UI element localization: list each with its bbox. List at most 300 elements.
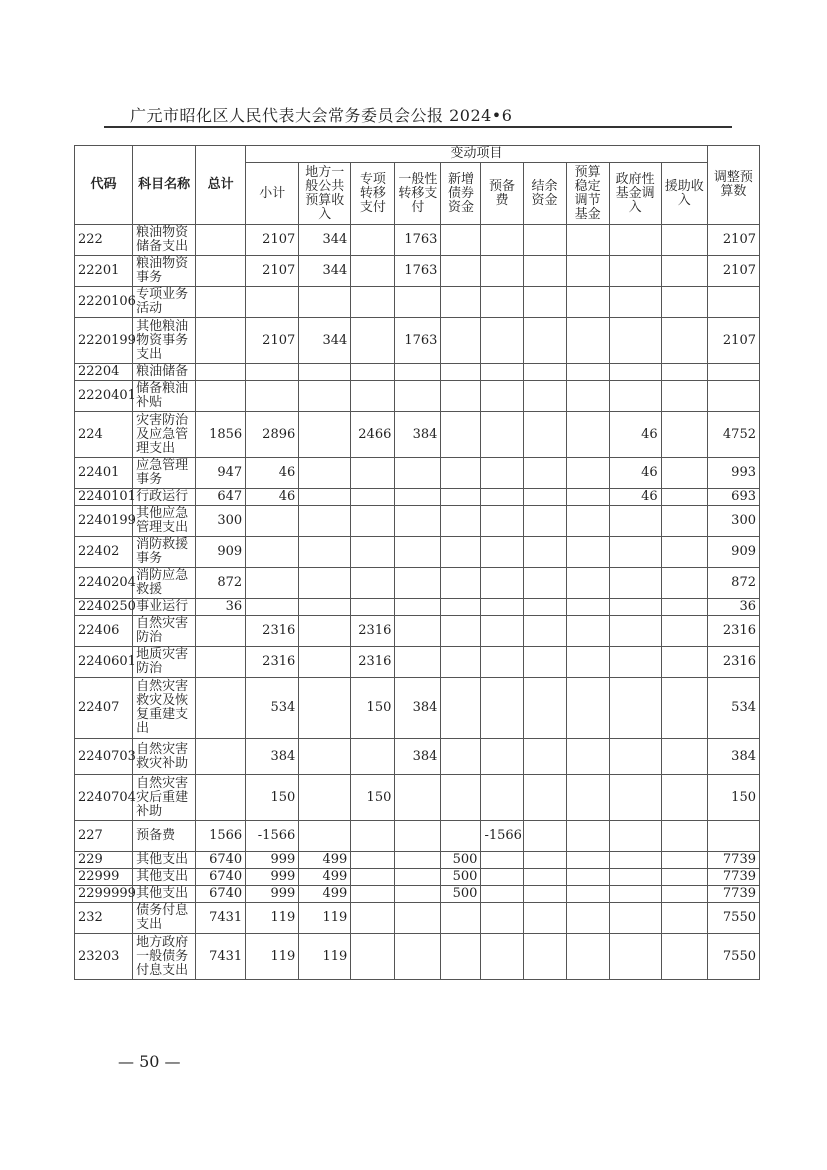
- cell-adjusted: 993: [707, 458, 759, 489]
- cell-change-value: 46: [609, 458, 661, 489]
- cell-change-value: [299, 678, 351, 739]
- cell-change-value: [441, 647, 481, 678]
- cell-adjusted: 909: [707, 537, 759, 568]
- cell-total: [196, 318, 246, 364]
- cell-change-value: [395, 821, 441, 852]
- cell-adjusted: [707, 364, 759, 381]
- cell-change-value: [481, 739, 523, 775]
- cell-change-value: [609, 934, 661, 980]
- table-row: [75, 599, 760, 616]
- cell-change-value: [609, 537, 661, 568]
- cell-name: 自然灾害防治: [133, 616, 196, 647]
- cell-change-value: 384: [395, 739, 441, 775]
- table-row: [75, 506, 760, 537]
- cell-change-value: [441, 739, 481, 775]
- cell-total: 36: [196, 599, 246, 616]
- cell-change-value: [441, 903, 481, 934]
- cell-change-value: [299, 537, 351, 568]
- cell-total: [196, 739, 246, 775]
- header-subtotal: 小计: [246, 163, 299, 225]
- table-row: [75, 287, 760, 318]
- cell-change-value: [609, 886, 661, 903]
- cell-change-value: [609, 364, 661, 381]
- table-row: [75, 934, 760, 980]
- cell-subtotal: [246, 599, 299, 616]
- cell-name: 事业运行: [133, 599, 196, 616]
- page-header-title: 广元市昭化区人民代表大会常务委员会公报 2024•6: [130, 106, 513, 125]
- cell-change-value: [441, 821, 481, 852]
- cell-change-value: -1566: [481, 821, 523, 852]
- cell-code: 227: [75, 821, 133, 852]
- cell-total: 300: [196, 506, 246, 537]
- cell-change-value: [351, 852, 395, 869]
- cell-change-value: [351, 903, 395, 934]
- cell-change-value: [661, 647, 707, 678]
- cell-code: 229: [75, 852, 133, 869]
- cell-change-value: [661, 852, 707, 869]
- cell-change-value: [523, 225, 566, 256]
- cell-change-value: [661, 821, 707, 852]
- cell-change-value: [661, 381, 707, 412]
- cell-change-value: [609, 225, 661, 256]
- cell-change-value: 344: [299, 318, 351, 364]
- cell-change-value: 384: [395, 412, 441, 458]
- cell-name: 预备费: [133, 821, 196, 852]
- cell-change-value: [609, 568, 661, 599]
- cell-change-value: [299, 506, 351, 537]
- cell-subtotal: [246, 381, 299, 412]
- cell-change-value: [481, 225, 523, 256]
- cell-total: [196, 364, 246, 381]
- cell-change-value: [661, 506, 707, 537]
- cell-change-value: [609, 287, 661, 318]
- table-row: [75, 458, 760, 489]
- cell-change-value: [566, 537, 609, 568]
- header-reserve: 预备费: [481, 163, 523, 225]
- cell-change-value: [395, 381, 441, 412]
- cell-code: 22402: [75, 537, 133, 568]
- cell-adjusted: [707, 821, 759, 852]
- cell-subtotal: 150: [246, 775, 299, 821]
- cell-change-value: [609, 739, 661, 775]
- cell-code: 22406: [75, 616, 133, 647]
- cell-change-value: [395, 886, 441, 903]
- cell-change-value: 2466: [351, 412, 395, 458]
- cell-code: 22201: [75, 256, 133, 287]
- cell-change-value: [351, 458, 395, 489]
- cell-change-value: [441, 287, 481, 318]
- cell-change-value: [299, 458, 351, 489]
- table-row: [75, 886, 760, 903]
- cell-total: 6740: [196, 869, 246, 886]
- cell-change-value: [566, 903, 609, 934]
- cell-change-value: [351, 599, 395, 616]
- cell-subtotal: [246, 568, 299, 599]
- cell-change-value: [609, 616, 661, 647]
- header-stabilization-fund: 预算稳定调节基金: [566, 163, 609, 225]
- cell-subtotal: 46: [246, 458, 299, 489]
- cell-change-value: [523, 364, 566, 381]
- cell-name: 其他支出: [133, 852, 196, 869]
- cell-change-value: [481, 775, 523, 821]
- cell-change-value: 344: [299, 225, 351, 256]
- cell-total: [196, 381, 246, 412]
- cell-name: 自然灾害灾后重建补助: [133, 775, 196, 821]
- table-row: [75, 775, 760, 821]
- cell-change-value: [661, 287, 707, 318]
- cell-total: 872: [196, 568, 246, 599]
- cell-change-value: [481, 869, 523, 886]
- cell-adjusted: 300: [707, 506, 759, 537]
- cell-change-value: [523, 934, 566, 980]
- cell-change-value: [351, 256, 395, 287]
- cell-change-value: [481, 934, 523, 980]
- cell-name: 应急管理事务: [133, 458, 196, 489]
- cell-change-value: [395, 458, 441, 489]
- cell-total: [196, 616, 246, 647]
- cell-change-value: 46: [609, 412, 661, 458]
- cell-change-value: [351, 489, 395, 506]
- cell-code: 2240704: [75, 775, 133, 821]
- cell-code: 2240101: [75, 489, 133, 506]
- cell-change-value: [395, 489, 441, 506]
- cell-change-value: [441, 599, 481, 616]
- cell-total: 7431: [196, 934, 246, 980]
- table-row: [75, 381, 760, 412]
- cell-change-value: [661, 934, 707, 980]
- cell-change-value: [566, 381, 609, 412]
- cell-change-value: [299, 489, 351, 506]
- cell-total: [196, 256, 246, 287]
- cell-change-value: [351, 821, 395, 852]
- header-rule: [104, 126, 732, 128]
- cell-name: 粮油物资储备支出: [133, 225, 196, 256]
- cell-change-value: [523, 886, 566, 903]
- cell-change-value: 2316: [351, 647, 395, 678]
- cell-change-value: [351, 886, 395, 903]
- cell-code: 2240601: [75, 647, 133, 678]
- cell-change-value: [566, 364, 609, 381]
- cell-change-value: 46: [609, 489, 661, 506]
- cell-change-value: [441, 934, 481, 980]
- table-row: [75, 318, 760, 364]
- header-adjusted: 调整预算数: [707, 146, 759, 225]
- cell-subtotal: 2107: [246, 318, 299, 364]
- cell-change-value: [351, 739, 395, 775]
- cell-code: 224: [75, 412, 133, 458]
- cell-change-value: [395, 903, 441, 934]
- cell-change-value: [609, 852, 661, 869]
- cell-total: 6740: [196, 852, 246, 869]
- cell-change-value: [566, 869, 609, 886]
- cell-change-value: [481, 537, 523, 568]
- cell-change-value: 500: [441, 886, 481, 903]
- cell-change-value: 499: [299, 869, 351, 886]
- cell-change-value: [481, 599, 523, 616]
- cell-name: 其他应急管理支出: [133, 506, 196, 537]
- cell-change-value: [441, 489, 481, 506]
- cell-adjusted: [707, 381, 759, 412]
- header-change-items: 变动项目: [246, 146, 708, 163]
- header-name: 科目名称: [133, 146, 196, 225]
- cell-change-value: [566, 412, 609, 458]
- cell-change-value: 500: [441, 869, 481, 886]
- cell-total: 947: [196, 458, 246, 489]
- cell-adjusted: 4752: [707, 412, 759, 458]
- cell-change-value: [661, 903, 707, 934]
- cell-change-value: [523, 412, 566, 458]
- cell-change-value: [481, 678, 523, 739]
- table-row: [75, 616, 760, 647]
- header-code: 代码: [75, 146, 133, 225]
- cell-adjusted: 384: [707, 739, 759, 775]
- cell-change-value: [351, 869, 395, 886]
- cell-change-value: [395, 506, 441, 537]
- cell-change-value: [523, 903, 566, 934]
- cell-change-value: [441, 412, 481, 458]
- cell-change-value: [351, 225, 395, 256]
- cell-name: 专项业务活动: [133, 287, 196, 318]
- cell-total: [196, 287, 246, 318]
- cell-change-value: [481, 318, 523, 364]
- cell-change-value: [523, 821, 566, 852]
- cell-change-value: [609, 775, 661, 821]
- cell-subtotal: [246, 364, 299, 381]
- cell-name: 行政运行: [133, 489, 196, 506]
- cell-name: 其他支出: [133, 886, 196, 903]
- cell-change-value: [441, 678, 481, 739]
- cell-adjusted: 150: [707, 775, 759, 821]
- cell-change-value: [481, 287, 523, 318]
- cell-change-value: [441, 364, 481, 381]
- cell-change-value: [609, 318, 661, 364]
- cell-name: 消防救援事务: [133, 537, 196, 568]
- cell-subtotal: 46: [246, 489, 299, 506]
- cell-change-value: 1763: [395, 318, 441, 364]
- table-row: [75, 256, 760, 287]
- cell-change-value: [481, 489, 523, 506]
- cell-change-value: [609, 903, 661, 934]
- header-special-transfer: 专项转移支付: [351, 163, 395, 225]
- cell-code: 2240703: [75, 739, 133, 775]
- cell-subtotal: 2896: [246, 412, 299, 458]
- cell-change-value: [661, 886, 707, 903]
- cell-change-value: [566, 934, 609, 980]
- cell-adjusted: 693: [707, 489, 759, 506]
- cell-change-value: [441, 537, 481, 568]
- cell-change-value: [523, 287, 566, 318]
- table-row: [75, 412, 760, 458]
- table-row: [75, 869, 760, 886]
- cell-adjusted: 2107: [707, 256, 759, 287]
- cell-adjusted: 534: [707, 678, 759, 739]
- cell-change-value: [299, 381, 351, 412]
- cell-subtotal: 999: [246, 886, 299, 903]
- budget-adjustment-table: [74, 145, 760, 980]
- table-header: [75, 146, 760, 225]
- cell-change-value: [351, 318, 395, 364]
- cell-change-value: [523, 599, 566, 616]
- cell-change-value: [566, 821, 609, 852]
- cell-change-value: [661, 568, 707, 599]
- cell-change-value: [299, 821, 351, 852]
- cell-subtotal: 2316: [246, 647, 299, 678]
- cell-change-value: [566, 568, 609, 599]
- cell-change-value: [661, 869, 707, 886]
- cell-name: 其他粮油物资事务支出: [133, 318, 196, 364]
- cell-change-value: [481, 412, 523, 458]
- cell-total: [196, 678, 246, 739]
- cell-change-value: [566, 489, 609, 506]
- cell-total: [196, 225, 246, 256]
- cell-change-value: [609, 869, 661, 886]
- cell-adjusted: 7550: [707, 934, 759, 980]
- cell-adjusted: 2107: [707, 225, 759, 256]
- cell-change-value: [661, 599, 707, 616]
- cell-subtotal: -1566: [246, 821, 299, 852]
- cell-change-value: [609, 599, 661, 616]
- cell-adjusted: 7550: [707, 903, 759, 934]
- cell-name: 灾害防治及应急管理支出: [133, 412, 196, 458]
- cell-adjusted: 2316: [707, 616, 759, 647]
- cell-name: 地方政府一般债务付息支出: [133, 934, 196, 980]
- cell-adjusted: 7739: [707, 852, 759, 869]
- cell-code: 22401: [75, 458, 133, 489]
- cell-change-value: [523, 381, 566, 412]
- cell-change-value: [661, 256, 707, 287]
- cell-name: 粮油物资事务: [133, 256, 196, 287]
- cell-change-value: [566, 256, 609, 287]
- cell-adjusted: 2107: [707, 318, 759, 364]
- cell-code: 2220106: [75, 287, 133, 318]
- cell-name: 地质灾害防治: [133, 647, 196, 678]
- cell-change-value: [481, 886, 523, 903]
- cell-code: 2240250: [75, 599, 133, 616]
- cell-subtotal: 999: [246, 869, 299, 886]
- cell-change-value: [523, 489, 566, 506]
- cell-change-value: [395, 287, 441, 318]
- cell-change-value: [395, 852, 441, 869]
- cell-adjusted: 7739: [707, 869, 759, 886]
- header-surplus: 结余资金: [523, 163, 566, 225]
- cell-code: 22999: [75, 869, 133, 886]
- page-number: — 50 —: [118, 1052, 181, 1071]
- cell-change-value: [481, 616, 523, 647]
- cell-name: 自然灾害救灾补助: [133, 739, 196, 775]
- cell-change-value: 2316: [351, 616, 395, 647]
- cell-change-value: [395, 599, 441, 616]
- cell-total: [196, 647, 246, 678]
- cell-change-value: [661, 775, 707, 821]
- cell-change-value: [566, 739, 609, 775]
- cell-change-value: [481, 903, 523, 934]
- cell-change-value: [523, 616, 566, 647]
- cell-change-value: [299, 412, 351, 458]
- table-row: [75, 739, 760, 775]
- cell-change-value: [299, 775, 351, 821]
- cell-change-value: [351, 537, 395, 568]
- table-body: [75, 225, 760, 980]
- cell-change-value: [441, 318, 481, 364]
- cell-change-value: [441, 381, 481, 412]
- cell-change-value: [299, 647, 351, 678]
- cell-subtotal: [246, 537, 299, 568]
- cell-change-value: 344: [299, 256, 351, 287]
- cell-change-value: [523, 506, 566, 537]
- cell-change-value: [566, 318, 609, 364]
- cell-adjusted: 2316: [707, 647, 759, 678]
- cell-change-value: [395, 775, 441, 821]
- cell-change-value: [523, 318, 566, 364]
- cell-change-value: [566, 225, 609, 256]
- cell-code: 232: [75, 903, 133, 934]
- cell-change-value: [441, 775, 481, 821]
- cell-change-value: [523, 256, 566, 287]
- cell-change-value: [566, 599, 609, 616]
- cell-change-value: [661, 412, 707, 458]
- cell-change-value: [351, 568, 395, 599]
- cell-change-value: [481, 852, 523, 869]
- cell-change-value: [481, 381, 523, 412]
- cell-change-value: [481, 568, 523, 599]
- cell-change-value: [566, 616, 609, 647]
- cell-change-value: [441, 256, 481, 287]
- cell-change-value: [523, 458, 566, 489]
- table-row: [75, 852, 760, 869]
- cell-change-value: 499: [299, 886, 351, 903]
- cell-change-value: [441, 616, 481, 647]
- cell-change-value: [481, 364, 523, 381]
- cell-change-value: [661, 364, 707, 381]
- cell-change-value: [609, 381, 661, 412]
- header-total: 总计: [196, 146, 246, 225]
- header-general-transfer: 一般性转移支付: [395, 163, 441, 225]
- cell-change-value: [661, 739, 707, 775]
- cell-change-value: [523, 775, 566, 821]
- cell-change-value: [566, 287, 609, 318]
- header-new-bond: 新增债券资金: [441, 163, 481, 225]
- cell-change-value: [299, 364, 351, 381]
- cell-code: 22204: [75, 364, 133, 381]
- cell-total: 647: [196, 489, 246, 506]
- cell-change-value: [566, 852, 609, 869]
- cell-change-value: [661, 318, 707, 364]
- cell-change-value: [609, 821, 661, 852]
- cell-change-value: 384: [395, 678, 441, 739]
- cell-name: 债务付息支出: [133, 903, 196, 934]
- cell-change-value: [395, 934, 441, 980]
- cell-change-value: 150: [351, 678, 395, 739]
- cell-change-value: [661, 458, 707, 489]
- cell-total: 6740: [196, 886, 246, 903]
- cell-adjusted: 7739: [707, 886, 759, 903]
- cell-total: 1856: [196, 412, 246, 458]
- cell-change-value: [661, 225, 707, 256]
- table-row: [75, 678, 760, 739]
- cell-change-value: [351, 934, 395, 980]
- cell-change-value: [395, 364, 441, 381]
- cell-subtotal: 2316: [246, 616, 299, 647]
- cell-change-value: [609, 647, 661, 678]
- table-row: [75, 903, 760, 934]
- cell-change-value: 1763: [395, 256, 441, 287]
- cell-name: 储备粮油补贴: [133, 381, 196, 412]
- cell-code: 2220199: [75, 318, 133, 364]
- cell-change-value: [441, 506, 481, 537]
- cell-adjusted: 36: [707, 599, 759, 616]
- cell-adjusted: 872: [707, 568, 759, 599]
- cell-change-value: [523, 678, 566, 739]
